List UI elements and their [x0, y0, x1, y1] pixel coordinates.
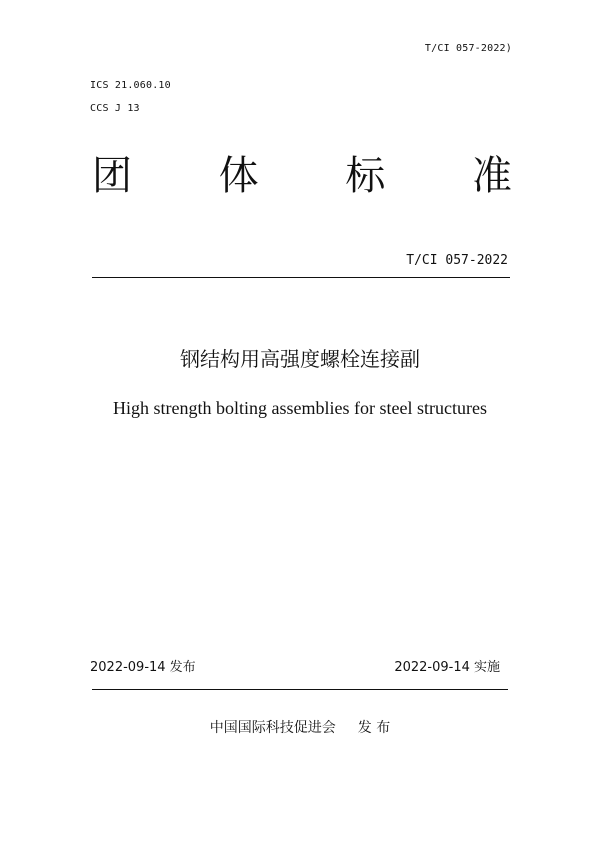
- standard-number: T/CI 057-2022: [406, 253, 508, 268]
- publisher-action: 发 布: [357, 720, 391, 736]
- doc-type-char: 准: [471, 153, 512, 199]
- ccs-code: CCS J 13: [90, 103, 140, 114]
- publish-date: 2022-09-14 发布: [90, 660, 196, 675]
- document-type-heading: [92, 150, 512, 202]
- header-standard-code: T/CI 057-2022): [424, 43, 512, 54]
- title-chinese: 钢结构用高强度螺栓连接副: [180, 347, 420, 371]
- publisher-org: 中国国际科技促进会: [209, 720, 336, 736]
- doc-type-char: 标: [345, 153, 386, 199]
- bottom-divider: [92, 689, 508, 690]
- publisher-line: [0, 717, 600, 737]
- top-divider: [92, 277, 510, 278]
- effective-date: 2022-09-14 实施: [394, 660, 500, 675]
- title-english: High strength bolting assemblies for steel structures: [113, 398, 487, 418]
- ics-code: ICS 21.060.10: [90, 80, 171, 91]
- doc-type-char: 体: [218, 153, 259, 199]
- doc-type-char: 团: [92, 153, 132, 199]
